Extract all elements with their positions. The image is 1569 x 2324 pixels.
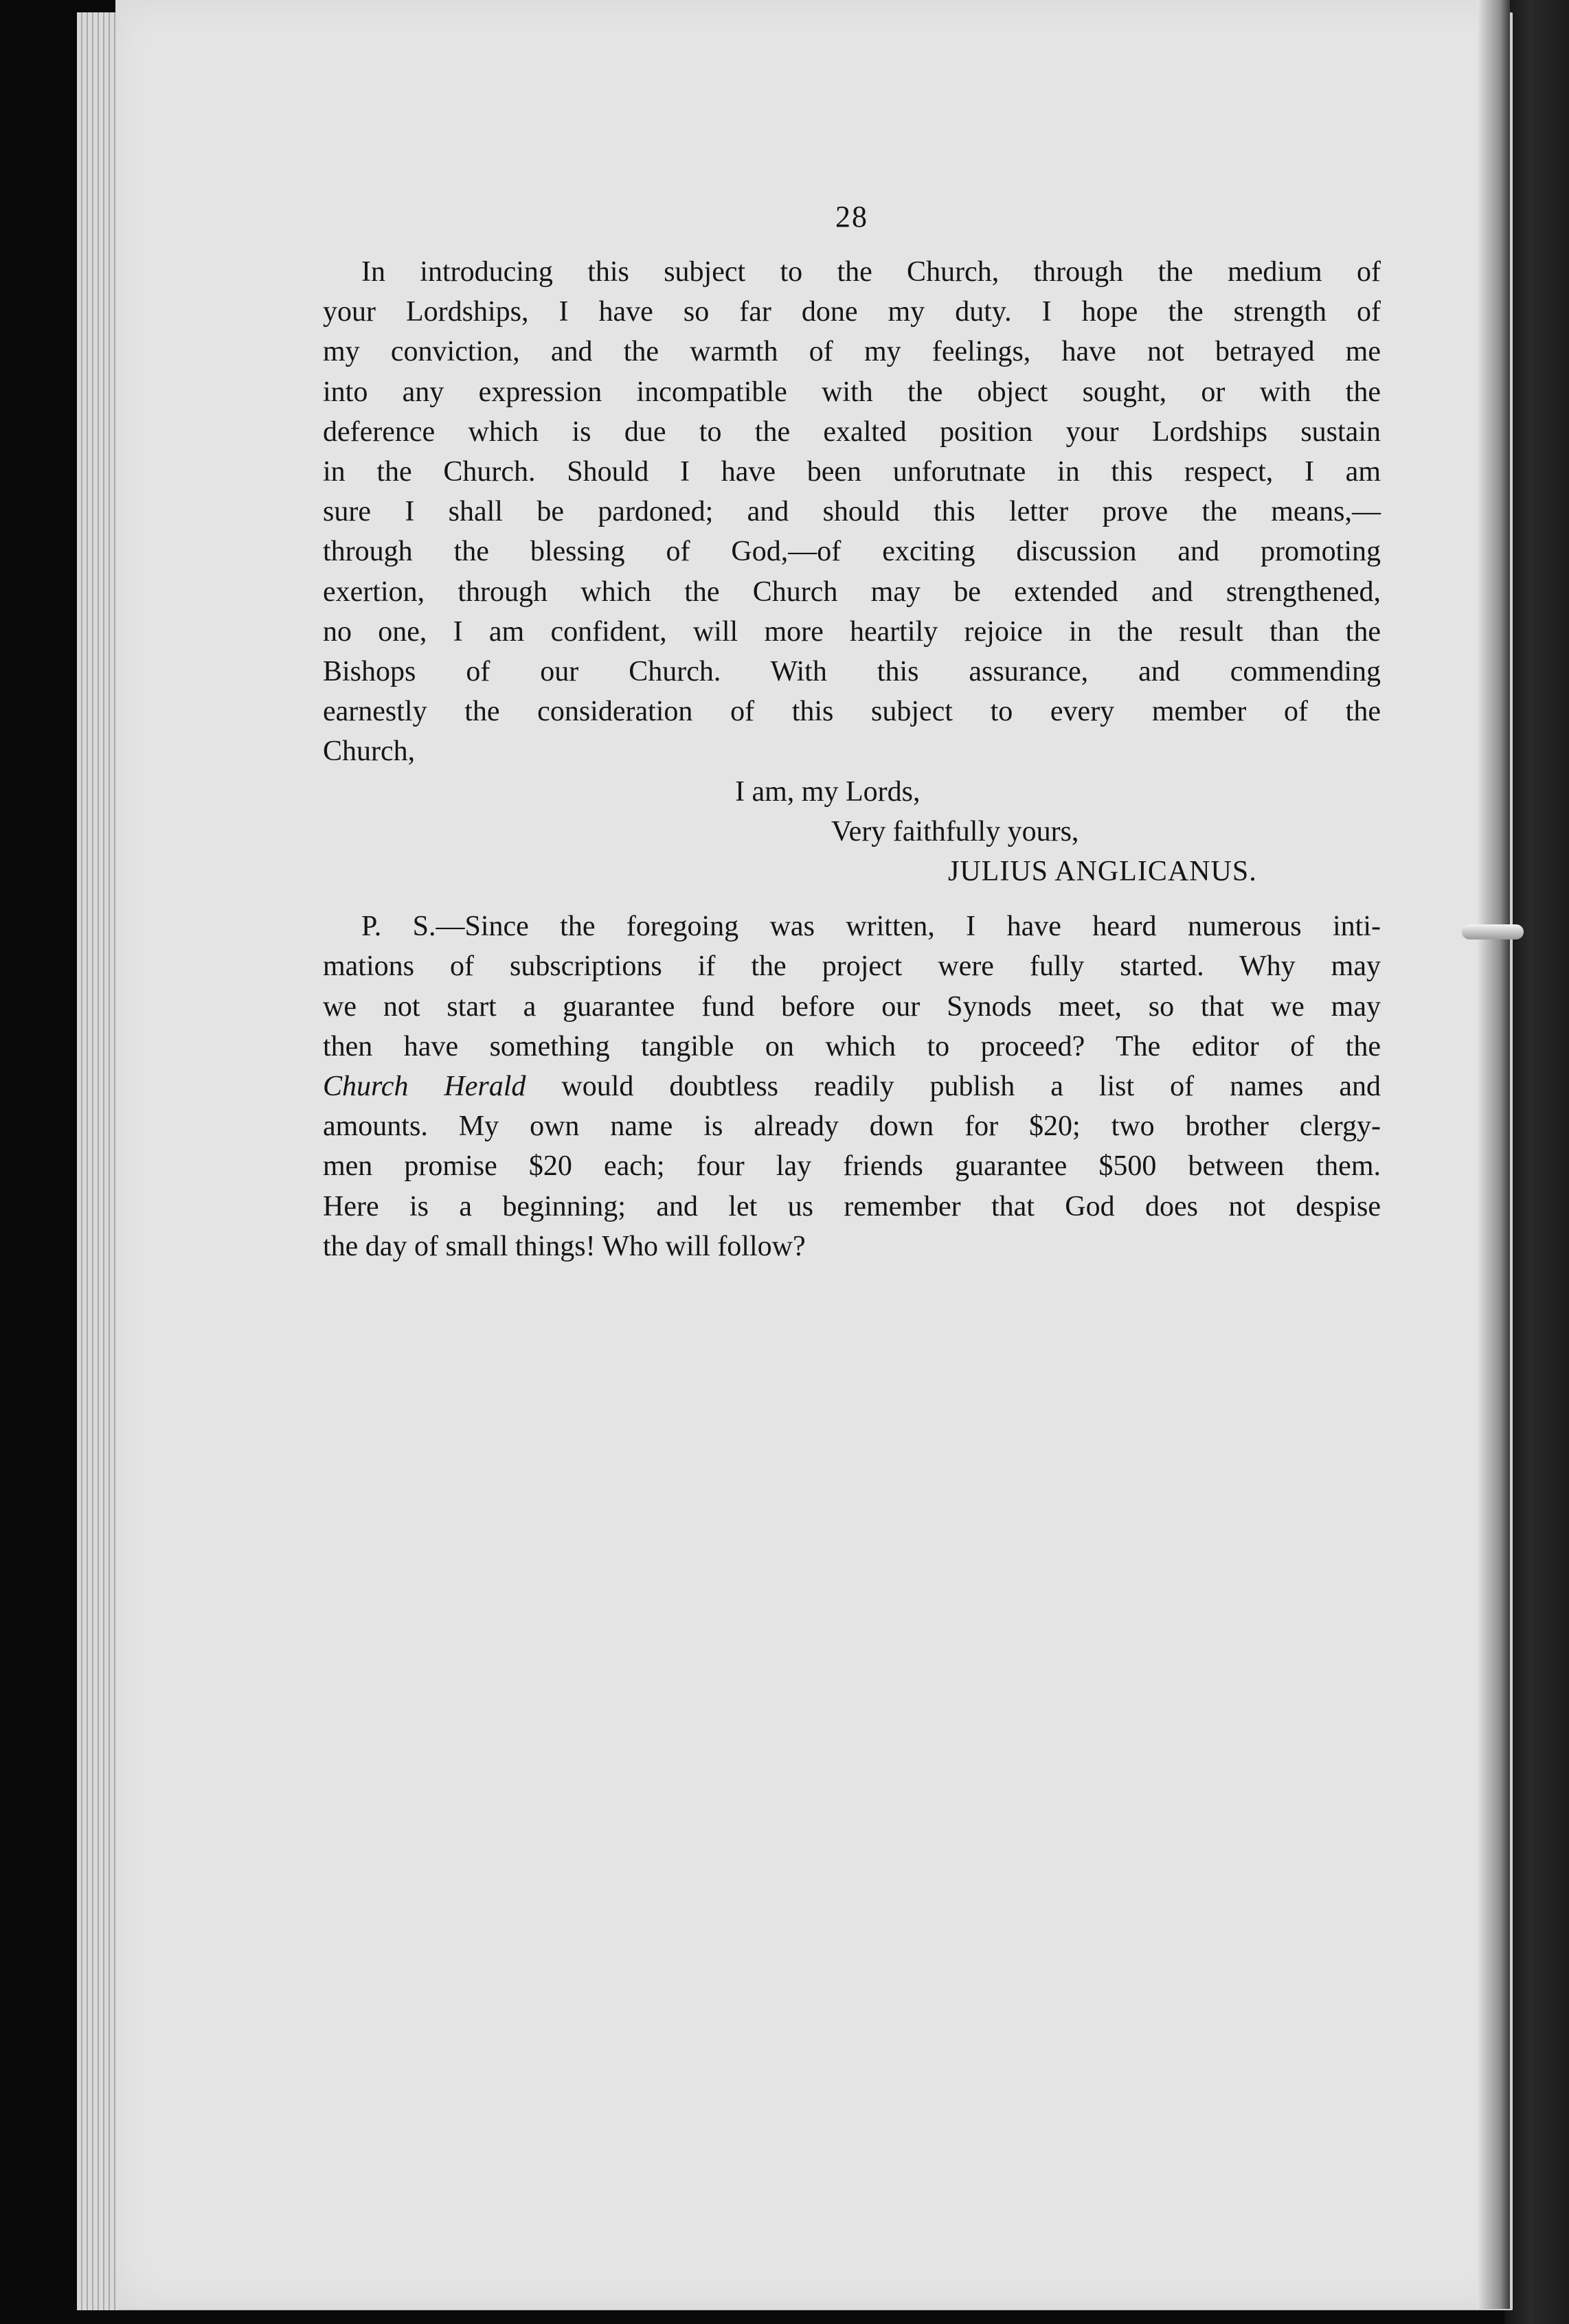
body-line: in the Church. Should I have been unforutnate in this respect, I am xyxy=(323,456,1381,488)
body-line: through the blessing of God,—of exciting discussion and promoting xyxy=(323,536,1381,568)
body-line: Church, xyxy=(323,736,416,768)
ps-line: then have something tangible on which to proceed? The editor of the xyxy=(323,1030,1381,1062)
newspaper-title: Church Herald xyxy=(323,1071,526,1103)
body-line: exertion, through which the Church may be extended and strengthened, xyxy=(323,576,1381,608)
ps-line-with-title xyxy=(323,1067,1381,1106)
ps-line: mations of subscriptions if the project were fully started. Why may xyxy=(323,950,1381,983)
ps-line: amounts. My own name is already down for $20; two brother clergy- xyxy=(323,1110,1381,1143)
ps-line: P. S.—Since the foregoing was written, I have heard numerous inti- xyxy=(361,911,1381,943)
page-stack-edges xyxy=(77,12,118,2310)
valediction: Very faithfully yours, xyxy=(831,815,1079,847)
body-line: earnestly the consideration of this subject to every member of the xyxy=(323,696,1381,728)
page-binding xyxy=(1477,0,1510,2309)
ps-line: we not start a guarantee fund before our Synods meet, so that we may xyxy=(323,990,1381,1023)
postscript xyxy=(323,907,1381,1266)
scan-background xyxy=(1504,0,1569,2324)
page-text xyxy=(323,199,1381,1266)
body-line: your Lordships, I have so far done my duty. I hope the strength of xyxy=(323,296,1381,328)
body-line: no one, I am confident, will more heartily rejoice in the result than the xyxy=(323,615,1381,648)
ps-line-rest: would doubtless readily publish a list of names and xyxy=(526,1071,1381,1103)
signature: JULIUS ANGLICANUS. xyxy=(948,856,1257,888)
body-line: Bishops of our Church. With this assurance, and commending xyxy=(323,656,1381,688)
letter-body xyxy=(323,252,1381,772)
page-number: 28 xyxy=(835,200,868,233)
ps-line: men promise $20 each; four lay friends guarantee $500 between them. xyxy=(323,1150,1381,1183)
ps-line: the day of small things! Who will follow? xyxy=(323,1230,806,1262)
body-line: deference which is due to the exalted position your Lordships sustain xyxy=(323,415,1381,448)
body-line: my conviction, and the warmth of my feelings, have not betrayed me xyxy=(323,336,1381,368)
binding-pin xyxy=(1462,924,1524,939)
ps-line: Here is a beginning; and let us remember that God does not despise xyxy=(323,1190,1381,1222)
body-line: into any expression incompatible with the object sought, or with the xyxy=(323,376,1381,408)
body-line: In introducing this subject to the Church, through the medium of xyxy=(361,256,1381,288)
body-line: sure I shall be pardoned; and should this letter prove the means,— xyxy=(323,496,1381,528)
salutation: I am, my Lords, xyxy=(735,775,921,808)
letter-closing xyxy=(323,772,1381,892)
